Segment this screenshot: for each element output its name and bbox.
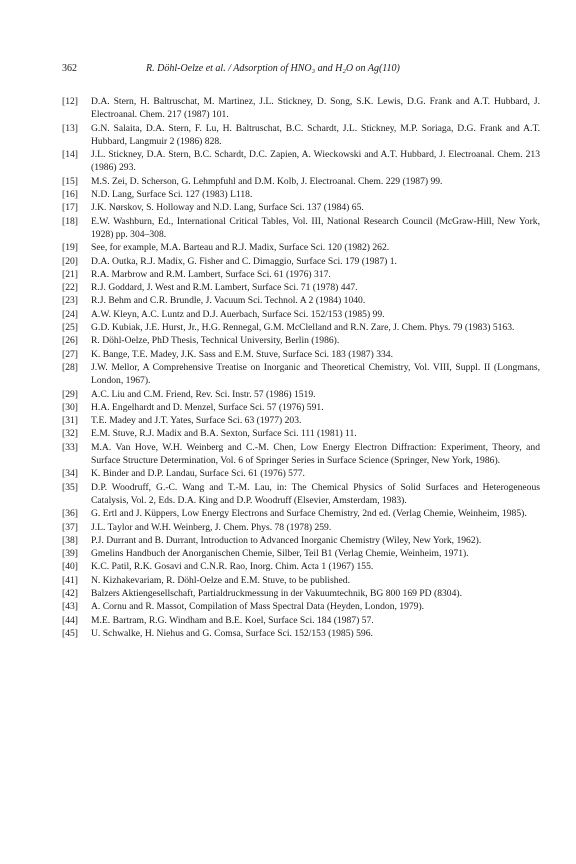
- reference-item: [62, 334, 540, 347]
- reference-text: A. Cornu and R. Massot, Compilation of Mass Spectral Data (Heyden, London, 1979).: [91, 601, 425, 613]
- reference-item: [62, 587, 540, 600]
- reference-item: [62, 521, 540, 534]
- reference-item: [62, 507, 540, 520]
- reference-number: [18]: [62, 215, 78, 227]
- reference-text: U. Schwalke, H. Niehus and G. Comsa, Surface Sci. 152/153 (1985) 596.: [91, 627, 373, 639]
- reference-text: J.L. Taylor and W.H. Weinberg, J. Chem. Phys. 78 (1978) 259.: [91, 521, 332, 533]
- reference-text: A.C. Liu and C.M. Friend, Rev. Sci. Instr. 57 (1986) 1519.: [91, 388, 316, 400]
- reference-item: [62, 388, 540, 401]
- reference-item: [62, 201, 540, 214]
- reference-number: [26]: [62, 335, 78, 347]
- reference-item: [62, 255, 540, 268]
- reference-number: [29]: [62, 388, 78, 400]
- reference-text: D.A. Outka, R.J. Madix, G. Fisher and C. Dimaggio, Surface Sci. 179 (1987) 1.: [91, 255, 397, 267]
- reference-number: [38]: [62, 534, 78, 546]
- reference-number: [28]: [62, 361, 78, 373]
- reference-item: [62, 427, 540, 440]
- reference-text: R.J. Behm and C.R. Brundle, J. Vacuum Sci. Technol. A 2 (1984) 1040.: [91, 295, 366, 307]
- reference-text: J.W. Mellor, A Comprehensive Treatise on Inorganic and Theoretical Chemistry, Vol. VIII, Suppl. II (Longmans, London, 1967).: [91, 361, 540, 387]
- reference-number: [33]: [62, 441, 78, 453]
- reference-item: [62, 175, 540, 188]
- reference-item: [62, 215, 540, 242]
- reference-list: [62, 95, 540, 640]
- reference-number: [17]: [62, 202, 78, 214]
- reference-number: [34]: [62, 468, 78, 480]
- reference-number: [30]: [62, 401, 78, 413]
- reference-number: [32]: [62, 428, 78, 440]
- reference-text: N. Kizhakevariam, R. Döhl-Oelze and E.M. Stuve, to be published.: [91, 574, 350, 586]
- reference-text: See, for example, M.A. Barteau and R.J. Madix, Surface Sci. 120 (1982) 262.: [91, 242, 390, 254]
- reference-text: J.K. Nørskov, S. Holloway and N.D. Lang, Surface Sci. 137 (1984) 65.: [91, 202, 364, 214]
- reference-number: [42]: [62, 587, 78, 599]
- reference-number: [31]: [62, 415, 78, 427]
- reference-item: [62, 600, 540, 613]
- reference-text: M.E. Bartram, R.G. Windham and B.E. Koel, Surface Sci. 184 (1987) 57.: [91, 614, 374, 626]
- reference-number: [41]: [62, 574, 78, 586]
- reference-item: [62, 268, 540, 281]
- reference-item: [62, 361, 540, 388]
- reference-text: K.C. Patil, R.K. Gosavi and C.N.R. Rao, Inorg. Chim. Acta 1 (1967) 155.: [91, 561, 374, 573]
- reference-item: [62, 95, 540, 122]
- reference-number: [16]: [62, 189, 78, 201]
- reference-text: D.A. Stern, H. Baltruschat, M. Martinez, J.L. Stickney, D. Song, S.K. Lewis, D.G. Frank and A.T. Hubbard, J. Electroanal. Chem. 217 (1987) 101.: [91, 96, 540, 121]
- reference-text: G. Ertl and J. Küppers, Low Energy Electrons and Surface Chemistry, 2nd ed. (Verlag Chemie, Weinheim, 1985).: [91, 508, 527, 520]
- reference-item: [62, 614, 540, 627]
- reference-text: Gmelins Handbuch der Anorganischen Chemie, Silber, Teil B1 (Verlag Chemie, Weinheim, 1971).: [91, 548, 469, 560]
- reference-text: M.A. Van Hove, W.H. Weinberg and C.-M. Chen, Low Energy Electron Diffraction: Experiment, Theory, and Surface Structure Determination, Vol. 6 of Springer Series in Surface Science (Springer, New York, 1986).: [91, 441, 540, 467]
- reference-item: [62, 467, 540, 480]
- reference-text: J.L. Stickney, D.A. Stern, B.C. Schardt, D.C. Zapien, A. Wieckowski and A.T. Hubbard, J. Electroanal. Chem. 213 (1986) 293.: [91, 149, 540, 174]
- reference-text: Balzers Aktiengesellschaft, Partialdruckmessung in der Vakuumtechnik, BG 800 169 PD (8304).: [91, 587, 462, 599]
- reference-item: [62, 481, 540, 508]
- reference-text: T.E. Madey and J.T. Yates, Surface Sci. 63 (1977) 203.: [91, 415, 302, 427]
- reference-text: G.N. Salaita, D.A. Stern, F. Lu, H. Baltruschat, B.C. Schardt, J.L. Stickney, M.P. Soriaga, D.G. Frank and A.T. Hubbard, Langmuir 2 (1986) 828.: [91, 122, 540, 147]
- reference-item: [62, 281, 540, 294]
- reference-number: [25]: [62, 322, 78, 334]
- reference-text: K. Binder and D.P. Landau, Surface Sci. 61 (1976) 577.: [91, 468, 305, 480]
- reference-item: [62, 441, 540, 468]
- reference-text: P.J. Durrant and B. Durrant, Introduction to Advanced Inorganic Chemistry (Wiley, New York, 1962).: [91, 534, 482, 546]
- reference-text: K. Bange, T.E. Madey, J.K. Sass and E.M. Stuve, Surface Sci. 183 (1987) 334.: [91, 348, 393, 360]
- reference-item: [62, 148, 540, 175]
- reference-number: [40]: [62, 561, 78, 573]
- reference-number: [45]: [62, 627, 78, 639]
- reference-number: [37]: [62, 521, 78, 533]
- reference-number: [14]: [62, 149, 78, 161]
- reference-number: [35]: [62, 481, 78, 493]
- reference-item: [62, 294, 540, 307]
- reference-number: [15]: [62, 175, 78, 187]
- reference-number: [43]: [62, 601, 78, 613]
- reference-text: G.D. Kubiak, J.E. Hurst, Jr., H.G. Rennegal, G.M. McClelland and R.N. Zare, J. Chem. Phys. 79 (1983) 5163.: [91, 322, 515, 334]
- reference-number: [21]: [62, 268, 78, 280]
- reference-text: E.W. Washburn, Ed., International Critical Tables, Vol. III, National Research Council (McGraw-Hill, New York, 1928) pp. 304–308.: [91, 215, 540, 240]
- reference-number: [39]: [62, 548, 78, 560]
- reference-text: R.J. Goddard, J. West and R.M. Lambert, Surface Sci. 71 (1978) 447.: [91, 282, 358, 294]
- reference-text: N.D. Lang, Surface Sci. 127 (1983) L118.: [91, 189, 253, 201]
- reference-number: [19]: [62, 242, 78, 254]
- reference-text: E.M. Stuve, R.J. Madix and B.A. Sexton, Surface Sci. 111 (1981) 11.: [91, 428, 357, 440]
- reference-item: [62, 348, 540, 361]
- reference-text: R.A. Marbrow and R.M. Lambert, Surface Sci. 61 (1976) 317.: [91, 268, 331, 280]
- reference-item: [62, 547, 540, 560]
- running-head: R. Döhl-Oelze et al. / Adsorption of HNO₃ and H₂O on Ag(110): [146, 63, 400, 74]
- reference-number: [24]: [62, 308, 78, 320]
- reference-number: [23]: [62, 295, 78, 307]
- reference-item: [62, 308, 540, 321]
- reference-number: [36]: [62, 508, 78, 520]
- reference-item: [62, 627, 540, 640]
- reference-number: [27]: [62, 348, 78, 360]
- reference-text: D.P. Woodruff, G.-C. Wang and T.-M. Lau, in: The Chemical Physics of Solid Surfaces and Heterogeneous Catalysis, Vol. 2, Eds. D.A. King and D.P. Woodruff (Elsevier, Amsterdam, 1983).: [91, 481, 540, 506]
- reference-number: [44]: [62, 614, 78, 626]
- page-header: [62, 62, 540, 76]
- reference-item: [62, 188, 540, 201]
- reference-item: [62, 401, 540, 414]
- reference-item: [62, 122, 540, 149]
- reference-item: [62, 414, 540, 427]
- reference-number: [12]: [62, 96, 78, 107]
- reference-item: [62, 574, 540, 587]
- page-number: 362: [62, 63, 77, 74]
- reference-number: [20]: [62, 255, 78, 267]
- reference-text: H.A. Engelhardt and D. Menzel, Surface Sci. 57 (1976) 591.: [91, 401, 324, 413]
- reference-item: [62, 241, 540, 254]
- reference-text: M.S. Zei, D. Scherson, G. Lehmpfuhl and D.M. Kolb, J. Electroanal. Chem. 229 (1987) 99.: [91, 175, 443, 187]
- reference-item: [62, 560, 540, 573]
- reference-text: R. Döhl-Oelze, PhD Thesis, Technical University, Berlin (1986).: [91, 335, 340, 347]
- reference-text: A.W. Kleyn, A.C. Luntz and D.J. Auerbach, Surface Sci. 152/153 (1985) 99.: [91, 308, 385, 320]
- reference-item: [62, 534, 540, 547]
- reference-number: [13]: [62, 122, 78, 134]
- reference-item: [62, 321, 540, 334]
- reference-number: [22]: [62, 282, 78, 294]
